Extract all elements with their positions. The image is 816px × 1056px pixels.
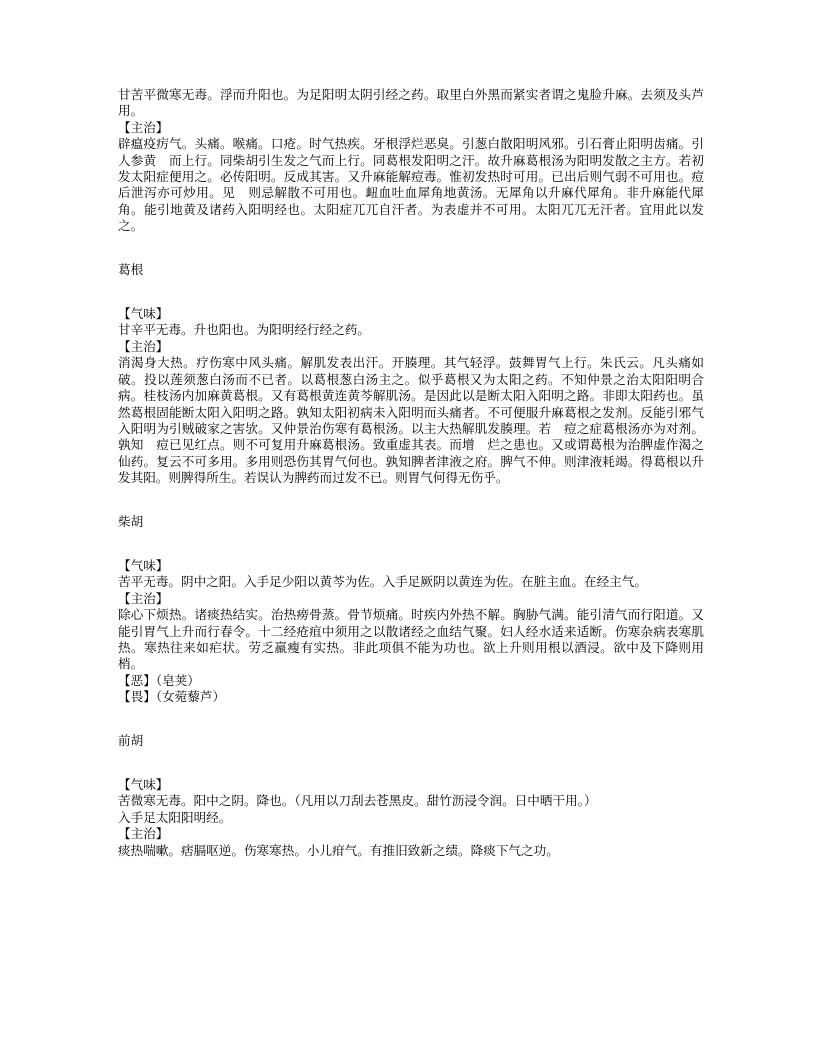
- herb-heading: 葛根: [118, 262, 144, 277]
- field-label: 【主治】: [118, 339, 169, 354]
- body-text: 甘辛平无毒。升也阳也。为阳明经行经之药。: [118, 323, 370, 338]
- body-text: 苦平无毒。阴中之阳。入手足少阳以黄芩为佐。入手足厥阴以黄连为佐。在脏主血。在经主气。: [118, 575, 647, 590]
- field-label: 【主治】: [118, 827, 169, 842]
- field-label: 【主治】: [118, 120, 169, 135]
- body-text: 消渴身大热。疗伤寒中风头痛。解肌发表出汗。开腠理。其气轻浮。鼓舞胃气上行。朱氏云。凡头痛如破。投以莲须葱白汤而不已者。以葛根葱白汤主之。似乎葛根又为太阳之药。不知仲景之治太阳阳明合病。桂枝汤内加麻黄葛根。又有葛根黄连黄芩解肌汤。是因此以是断太阳入阳明之路。非即太阳药也。虽然葛根固能断太阳入阳明之路。孰知太阳初病未入阳明而头痛者。不可便服升麻葛根之发剂。反能引邪气入阳明为引贼破家之害欤。又仲景治伤寒有葛根汤。以主大热解肌发腠理。若 痘之症葛根汤亦为对剂。孰知 痘已见红点。则不可复用升麻葛根汤。致重虚其表。而增 烂之患也。又或谓葛根为治脾虚作渴之仙药。复云不可多用。多用则恐伤其胃气何也。孰知脾者津液之府。脾气不伸。则津液耗竭。得葛根以升发其阳。则脾得所生。若误认为脾药而过发不已。则胃气何得无伤乎。: [118, 356, 704, 486]
- herb-heading: 柴胡: [118, 514, 144, 529]
- body-text: 甘苦平微寒无毒。浮而升阳也。为足阳明太阴引经之药。取里白外黑而紧实者谓之鬼脸升麻。去须及头芦用。: [118, 88, 704, 119]
- body-text: 入手足太阳阳明经。: [118, 810, 232, 825]
- body-text: 【恶】（皂荚）: [118, 673, 200, 688]
- field-label: 【气味】: [118, 307, 169, 322]
- field-label: 【气味】: [118, 558, 169, 573]
- document-content: [118, 87, 704, 859]
- body-text: 痰热喘嗽。痞膈呕逆。伤寒寒热。小儿疳气。有推旧致新之绩。降痰下气之功。: [118, 843, 559, 858]
- body-text: 【畏】（女菀藜芦）: [118, 690, 226, 705]
- body-text: 苦微寒无毒。阳中之阴。降也。（凡用以刀刮去苍黑皮。甜竹沥浸令润。日中晒干用。）: [118, 794, 597, 809]
- body-text: 除心下烦热。诸痰热结实。治热痨骨蒸。骨节烦痛。时疾内外热不解。胸胁气满。能引清气而行阳道。又能引胃气上升而行春令。十二经疮疽中须用之以散诸经之血结气聚。妇人经水适来适断。伤寒杂病表寒肌热。寒热往来如疟状。劳乏羸瘦有实热。非此项俱不能为功也。欲上升则用根以酒浸。欲中及下降则用梢。: [118, 608, 704, 672]
- field-label: 【主治】: [118, 591, 169, 606]
- field-label: 【气味】: [118, 778, 169, 792]
- herb-heading: 前胡: [118, 733, 144, 748]
- body-text: 辟瘟疫疠气。头痛。喉痛。口疮。时气热疾。牙根浮烂恶臭。引葱白散阳明风邪。引石膏止阳明齿痛。引人参黄 而上行。同柴胡引生发之气而上行。同葛根发阳明之汗。故升麻葛根汤为阳明发散之主方。若初发太阳症便用之。必传阳明。反成其害。又升麻能解痘毒。惟初发热时可用。已出后则气弱不可用也。痘后泄泻亦可炒用。见 则忌解散不可用也。衄血吐血犀角地黄汤。无犀角以升麻代犀角。非升麻能代犀角。能引地黄及诸药入阳明经也。太阳症兀兀自汗者。为表虚并不可用。太阳兀兀无汗者。宜用此以发之。: [118, 137, 704, 234]
